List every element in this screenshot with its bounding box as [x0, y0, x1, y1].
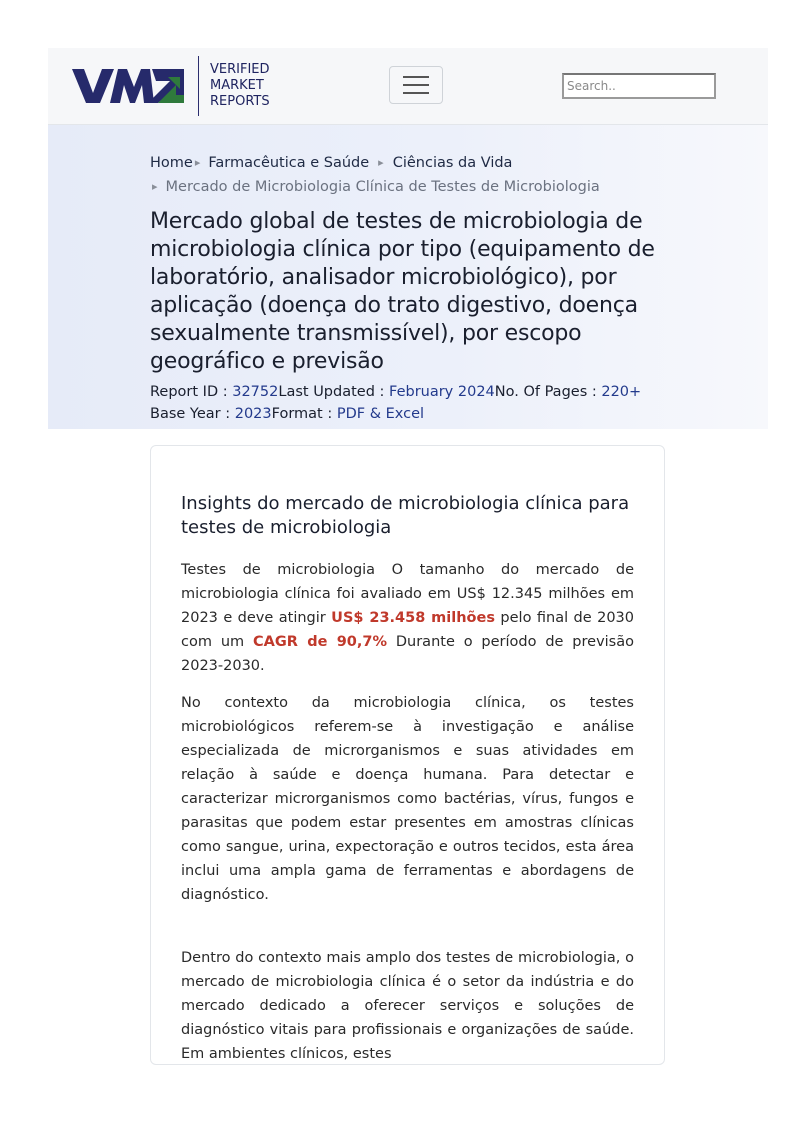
- report-hero: [48, 125, 768, 429]
- insights-card: [150, 445, 665, 1065]
- brand-line-2: MARKET: [210, 78, 264, 93]
- p1-text-b: pelo final de 2030 com um: [181, 610, 635, 650]
- breadcrumb-row-1: [150, 151, 600, 175]
- breadcrumb-home-link[interactable]: Home: [150, 155, 193, 171]
- p1-text-a: Testes de microbiologia O tamanho do mercado de microbiologia clínica foi avaliado em US$ 12.345 milhões em 2023 e deve atingir: [181, 562, 634, 626]
- insights-paragraph-1: [181, 558, 634, 678]
- logo-divider: [198, 56, 199, 116]
- top-navbar: [48, 48, 768, 125]
- breadcrumb-life-sciences-link[interactable]: Ciências da Vida: [392, 155, 513, 171]
- last-updated-value: February 2024: [389, 384, 495, 400]
- brand-line-1: VERIFIED: [210, 62, 270, 77]
- breadcrumb-current: Mercado de Microbiologia Clínica de Testes de Microbiologia: [165, 179, 600, 195]
- brand-wordmark: [210, 62, 270, 110]
- brand-logo[interactable]: [72, 56, 270, 116]
- hamburger-bar-icon: [403, 76, 429, 78]
- breadcrumb: [150, 151, 600, 199]
- brand-line-3: REPORTS: [210, 94, 270, 109]
- page-frame: [48, 48, 768, 1078]
- pages-value: 220+: [601, 384, 642, 400]
- insights-heading: Insights do mercado de microbiologia clínica para testes de microbiologia: [181, 493, 630, 538]
- vmr-logo-mark-icon: [72, 67, 184, 105]
- breadcrumb-row-2: [150, 175, 600, 199]
- hamburger-menu-button[interactable]: [389, 66, 443, 104]
- cagr-highlight: CAGR de 90,7%: [252, 634, 388, 650]
- hamburger-bar-icon: [403, 84, 429, 86]
- last-updated-label: Last Updated :: [278, 384, 390, 400]
- hamburger-bar-icon: [403, 92, 429, 94]
- market-value-highlight: US$ 23.458 milhões: [331, 610, 495, 626]
- format-label: Format :: [271, 406, 337, 422]
- page-title: Mercado global de testes de microbiologia de microbiologia clínica por tipo (equipamento de laboratório, analisador microbiológico), por aplicação (doença do trato digestivo, doença sexualmente transmissível), por escopo geográfico e previsão: [150, 209, 655, 374]
- format-value: PDF & Excel: [336, 406, 425, 422]
- meta-row-1: [150, 381, 641, 403]
- report-meta: [150, 381, 641, 425]
- breadcrumb-pharma-link[interactable]: Farmacêutica e Saúde: [208, 155, 370, 171]
- insights-paragraph-2: No contexto da microbiologia clínica, os testes microbiológicos referem-se à investigação e análise especializada de microrganismos e suas atividades em relação à saúde e doença humana. Para detectar e caracterizar microrganismos como bactérias, vírus, fungos e parasitas que podem estar presentes em amostras clínicas como sangue, urina, expectoração e outros tecidos, esta área inclui uma ampla gama de ferramentas e abordagens de diagnóstico.: [181, 695, 634, 903]
- search-input[interactable]: [562, 73, 716, 99]
- p1-text-c: Durante o período de previsão 2023-2030.: [181, 634, 634, 674]
- base-year-value: 2023: [234, 406, 272, 422]
- report-id-value: 32752: [232, 384, 279, 400]
- meta-row-2: [150, 403, 641, 425]
- chevron-right-icon: ▸: [378, 156, 384, 169]
- insights-paragraph-3: Dentro do contexto mais amplo dos testes de microbiologia, o mercado de microbiologia clínica é o setor da indústria e do mercado dedicado a oferecer serviços e soluções de diagnóstico vitais para profissionais e organizações de saúde. Em ambientes clínicos, estes: [181, 950, 634, 1062]
- pages-label: No. Of Pages :: [494, 384, 602, 400]
- chevron-right-icon: ▸: [152, 180, 158, 193]
- base-year-label: Base Year :: [150, 406, 235, 422]
- report-id-label: Report ID :: [150, 384, 233, 400]
- chevron-right-icon: ▸: [194, 156, 201, 169]
